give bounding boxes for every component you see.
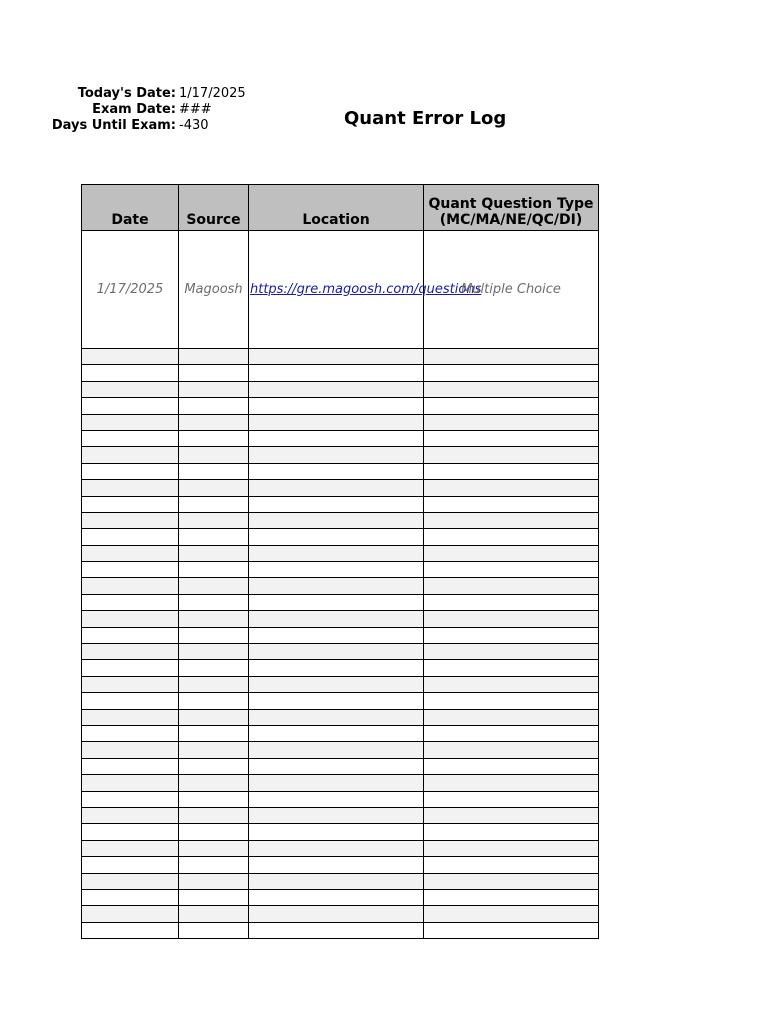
cell-date[interactable] (82, 365, 179, 381)
table-row (82, 840, 599, 856)
cell-location[interactable] (249, 627, 424, 643)
table-row (82, 463, 599, 479)
cell-date[interactable] (82, 693, 179, 709)
table-row (82, 824, 599, 840)
cell-source[interactable] (179, 857, 249, 873)
table-row (82, 873, 599, 889)
cell-date[interactable] (82, 922, 179, 938)
table-row (82, 775, 599, 791)
cell-question-type[interactable] (424, 381, 599, 397)
cell-date[interactable] (82, 398, 179, 414)
cell-question-type[interactable] (424, 349, 599, 365)
cell-source[interactable]: Magoosh (179, 231, 249, 349)
cell-question-type[interactable] (424, 611, 599, 627)
table-row (82, 430, 599, 446)
cell-date[interactable] (82, 349, 179, 365)
table-row (82, 758, 599, 774)
cell-question-type[interactable] (424, 545, 599, 561)
cell-question-type[interactable] (424, 562, 599, 578)
cell-question-type[interactable] (424, 398, 599, 414)
cell-date[interactable] (82, 660, 179, 676)
cell-location[interactable] (249, 758, 424, 774)
cell-location[interactable] (249, 545, 424, 561)
cell-date[interactable] (82, 775, 179, 791)
cell-source[interactable] (179, 840, 249, 856)
cell-source[interactable] (179, 578, 249, 594)
column-header-location[interactable]: Location (249, 185, 424, 231)
cell-location[interactable] (249, 398, 424, 414)
cell-source[interactable] (179, 725, 249, 741)
cell-question-type[interactable] (424, 578, 599, 594)
column-header-question-type[interactable] (424, 185, 599, 231)
cell-question-type[interactable] (424, 906, 599, 922)
column-header-date[interactable]: Date (82, 185, 179, 231)
cell-location[interactable] (249, 365, 424, 381)
cell-date[interactable] (82, 414, 179, 430)
cell-location[interactable] (249, 775, 424, 791)
cell-location[interactable] (249, 512, 424, 528)
table-row (82, 480, 599, 496)
table-row (82, 693, 599, 709)
error-log-table (81, 184, 599, 939)
cell-location[interactable] (249, 709, 424, 725)
cell-source[interactable] (179, 775, 249, 791)
cell-date[interactable] (82, 627, 179, 643)
cell-question-type[interactable] (424, 496, 599, 512)
page-title: Quant Error Log (344, 108, 507, 129)
cell-location[interactable] (249, 480, 424, 496)
cell-source[interactable] (179, 381, 249, 397)
cell-date[interactable] (82, 758, 179, 774)
table-row (82, 889, 599, 905)
cell-source[interactable] (179, 545, 249, 561)
cell-location[interactable] (249, 594, 424, 610)
cell-date[interactable] (82, 480, 179, 496)
cell-source[interactable] (179, 627, 249, 643)
cell-location[interactable] (249, 496, 424, 512)
cell-date[interactable] (82, 725, 179, 741)
cell-date[interactable] (82, 824, 179, 840)
cell-question-type[interactable] (424, 889, 599, 905)
cell-source[interactable] (179, 693, 249, 709)
table-row (82, 529, 599, 545)
cell-date[interactable] (82, 857, 179, 873)
table-row (82, 496, 599, 512)
table-row (82, 562, 599, 578)
days-until-label: Days Until Exam: (51, 118, 176, 133)
table-row (82, 594, 599, 610)
todays-date-label: Today's Date: (77, 86, 176, 101)
cell-question-type[interactable] (424, 447, 599, 463)
table-row (82, 709, 599, 725)
cell-source[interactable] (179, 807, 249, 823)
cell-date[interactable] (82, 807, 179, 823)
cell-date[interactable] (82, 791, 179, 807)
days-until-label-cell (0, 118, 176, 134)
cell-location[interactable] (249, 463, 424, 479)
table-row (82, 512, 599, 528)
cell-location[interactable] (249, 349, 424, 365)
cell-question-type[interactable] (424, 463, 599, 479)
cell-location[interactable] (249, 889, 424, 905)
cell-date[interactable] (82, 594, 179, 610)
cell-location[interactable] (249, 742, 424, 758)
table-row (82, 349, 599, 365)
cell-source[interactable] (179, 676, 249, 692)
cell-location[interactable] (249, 725, 424, 741)
cell-source[interactable] (179, 824, 249, 840)
cell-source[interactable] (179, 709, 249, 725)
cell-location[interactable] (249, 381, 424, 397)
cell-date[interactable] (82, 447, 179, 463)
cell-source[interactable] (179, 529, 249, 545)
cell-location[interactable] (249, 807, 424, 823)
cell-question-type[interactable] (424, 742, 599, 758)
cell-date[interactable] (82, 430, 179, 446)
cell-date[interactable] (82, 529, 179, 545)
cell-source[interactable] (179, 889, 249, 905)
cell-date[interactable] (82, 463, 179, 479)
cell-location[interactable] (249, 562, 424, 578)
cell-date[interactable] (82, 644, 179, 660)
cell-date[interactable] (82, 578, 179, 594)
cell-location[interactable] (249, 873, 424, 889)
cell-location[interactable] (249, 824, 424, 840)
cell-date[interactable] (82, 742, 179, 758)
cell-question-type[interactable] (424, 676, 599, 692)
table-row (82, 791, 599, 807)
cell-location[interactable] (249, 840, 424, 856)
cell-date[interactable] (82, 709, 179, 725)
column-header-question-type-label: Quant Question Type (MC/MA/NE/QC/DI) (428, 196, 594, 228)
cell-question-type[interactable] (424, 644, 599, 660)
exam-date-label: Exam Date: (92, 102, 176, 117)
cell-source[interactable] (179, 463, 249, 479)
cell-source[interactable] (179, 430, 249, 446)
cell-question-type[interactable] (424, 807, 599, 823)
cell-location-link[interactable]: https://gre.magoosh.com/questions (249, 231, 424, 349)
cell-date[interactable] (82, 873, 179, 889)
cell-question-type[interactable] (424, 365, 599, 381)
cell-source[interactable] (179, 447, 249, 463)
cell-location[interactable] (249, 676, 424, 692)
exam-date-value[interactable]: ### (179, 102, 212, 117)
cell-date[interactable] (82, 512, 179, 528)
cell-question-type[interactable] (424, 709, 599, 725)
cell-source[interactable] (179, 906, 249, 922)
table-row (82, 398, 599, 414)
cell-date[interactable] (82, 906, 179, 922)
cell-location[interactable] (249, 644, 424, 660)
cell-date[interactable]: 1/17/2025 (82, 231, 179, 349)
cell-source[interactable] (179, 480, 249, 496)
table-row (82, 857, 599, 873)
cell-source[interactable] (179, 594, 249, 610)
cell-date[interactable] (82, 562, 179, 578)
table-row (82, 725, 599, 741)
cell-source[interactable] (179, 758, 249, 774)
cell-question-type[interactable] (424, 529, 599, 545)
table-row (82, 660, 599, 676)
cell-question-type[interactable] (424, 758, 599, 774)
cell-question-type[interactable] (424, 512, 599, 528)
column-header-source[interactable]: Source (179, 185, 249, 231)
cell-question-type[interactable]: Multiple Choice (424, 231, 599, 349)
cell-source[interactable] (179, 562, 249, 578)
cell-location[interactable] (249, 611, 424, 627)
cell-question-type[interactable] (424, 627, 599, 643)
cell-source[interactable] (179, 398, 249, 414)
table-row (82, 922, 599, 938)
cell-question-type[interactable] (424, 594, 599, 610)
table-header-row (82, 185, 599, 231)
cell-location[interactable] (249, 578, 424, 594)
cell-source[interactable] (179, 742, 249, 758)
table-row (82, 578, 599, 594)
cell-date[interactable] (82, 840, 179, 856)
table-row (82, 676, 599, 692)
cell-question-type[interactable] (424, 775, 599, 791)
cell-date[interactable] (82, 611, 179, 627)
cell-source[interactable] (179, 365, 249, 381)
cell-date[interactable] (82, 545, 179, 561)
cell-question-type[interactable] (424, 922, 599, 938)
cell-source[interactable] (179, 922, 249, 938)
cell-question-type[interactable] (424, 840, 599, 856)
cell-question-type[interactable] (424, 660, 599, 676)
cell-source[interactable] (179, 512, 249, 528)
cell-location[interactable] (249, 906, 424, 922)
cell-source[interactable] (179, 644, 249, 660)
cell-question-type[interactable] (424, 791, 599, 807)
table-row (82, 807, 599, 823)
table-row-example (82, 231, 599, 349)
table-row (82, 906, 599, 922)
cell-location[interactable] (249, 660, 424, 676)
cell-location[interactable] (249, 791, 424, 807)
table-row (82, 447, 599, 463)
cell-question-type[interactable] (424, 414, 599, 430)
cell-question-type[interactable] (424, 725, 599, 741)
cell-location[interactable] (249, 529, 424, 545)
cell-source[interactable] (179, 873, 249, 889)
cell-source[interactable] (179, 791, 249, 807)
table-row (82, 365, 599, 381)
cell-location[interactable] (249, 922, 424, 938)
table-row (82, 611, 599, 627)
cell-question-type[interactable] (424, 430, 599, 446)
cell-source[interactable] (179, 349, 249, 365)
cell-location[interactable] (249, 857, 424, 873)
table-row (82, 414, 599, 430)
table-row (82, 545, 599, 561)
cell-date[interactable] (82, 889, 179, 905)
table-row (82, 627, 599, 643)
cell-question-type[interactable] (424, 873, 599, 889)
cell-question-type[interactable] (424, 693, 599, 709)
table-row (82, 381, 599, 397)
cell-date[interactable] (82, 496, 179, 512)
cell-date[interactable] (82, 676, 179, 692)
cell-date[interactable] (82, 381, 179, 397)
table-row (82, 742, 599, 758)
cell-source[interactable] (179, 414, 249, 430)
cell-location[interactable] (249, 693, 424, 709)
cell-question-type[interactable] (424, 480, 599, 496)
cell-question-type[interactable] (424, 857, 599, 873)
cell-source[interactable] (179, 611, 249, 627)
cell-location[interactable] (249, 447, 424, 463)
days-until-value[interactable]: -430 (179, 118, 209, 133)
cell-source[interactable] (179, 496, 249, 512)
cell-location[interactable] (249, 414, 424, 430)
cell-source[interactable] (179, 660, 249, 676)
table-row (82, 644, 599, 660)
todays-date-value[interactable]: 1/17/2025 (179, 86, 246, 101)
cell-question-type[interactable] (424, 824, 599, 840)
cell-location[interactable] (249, 430, 424, 446)
